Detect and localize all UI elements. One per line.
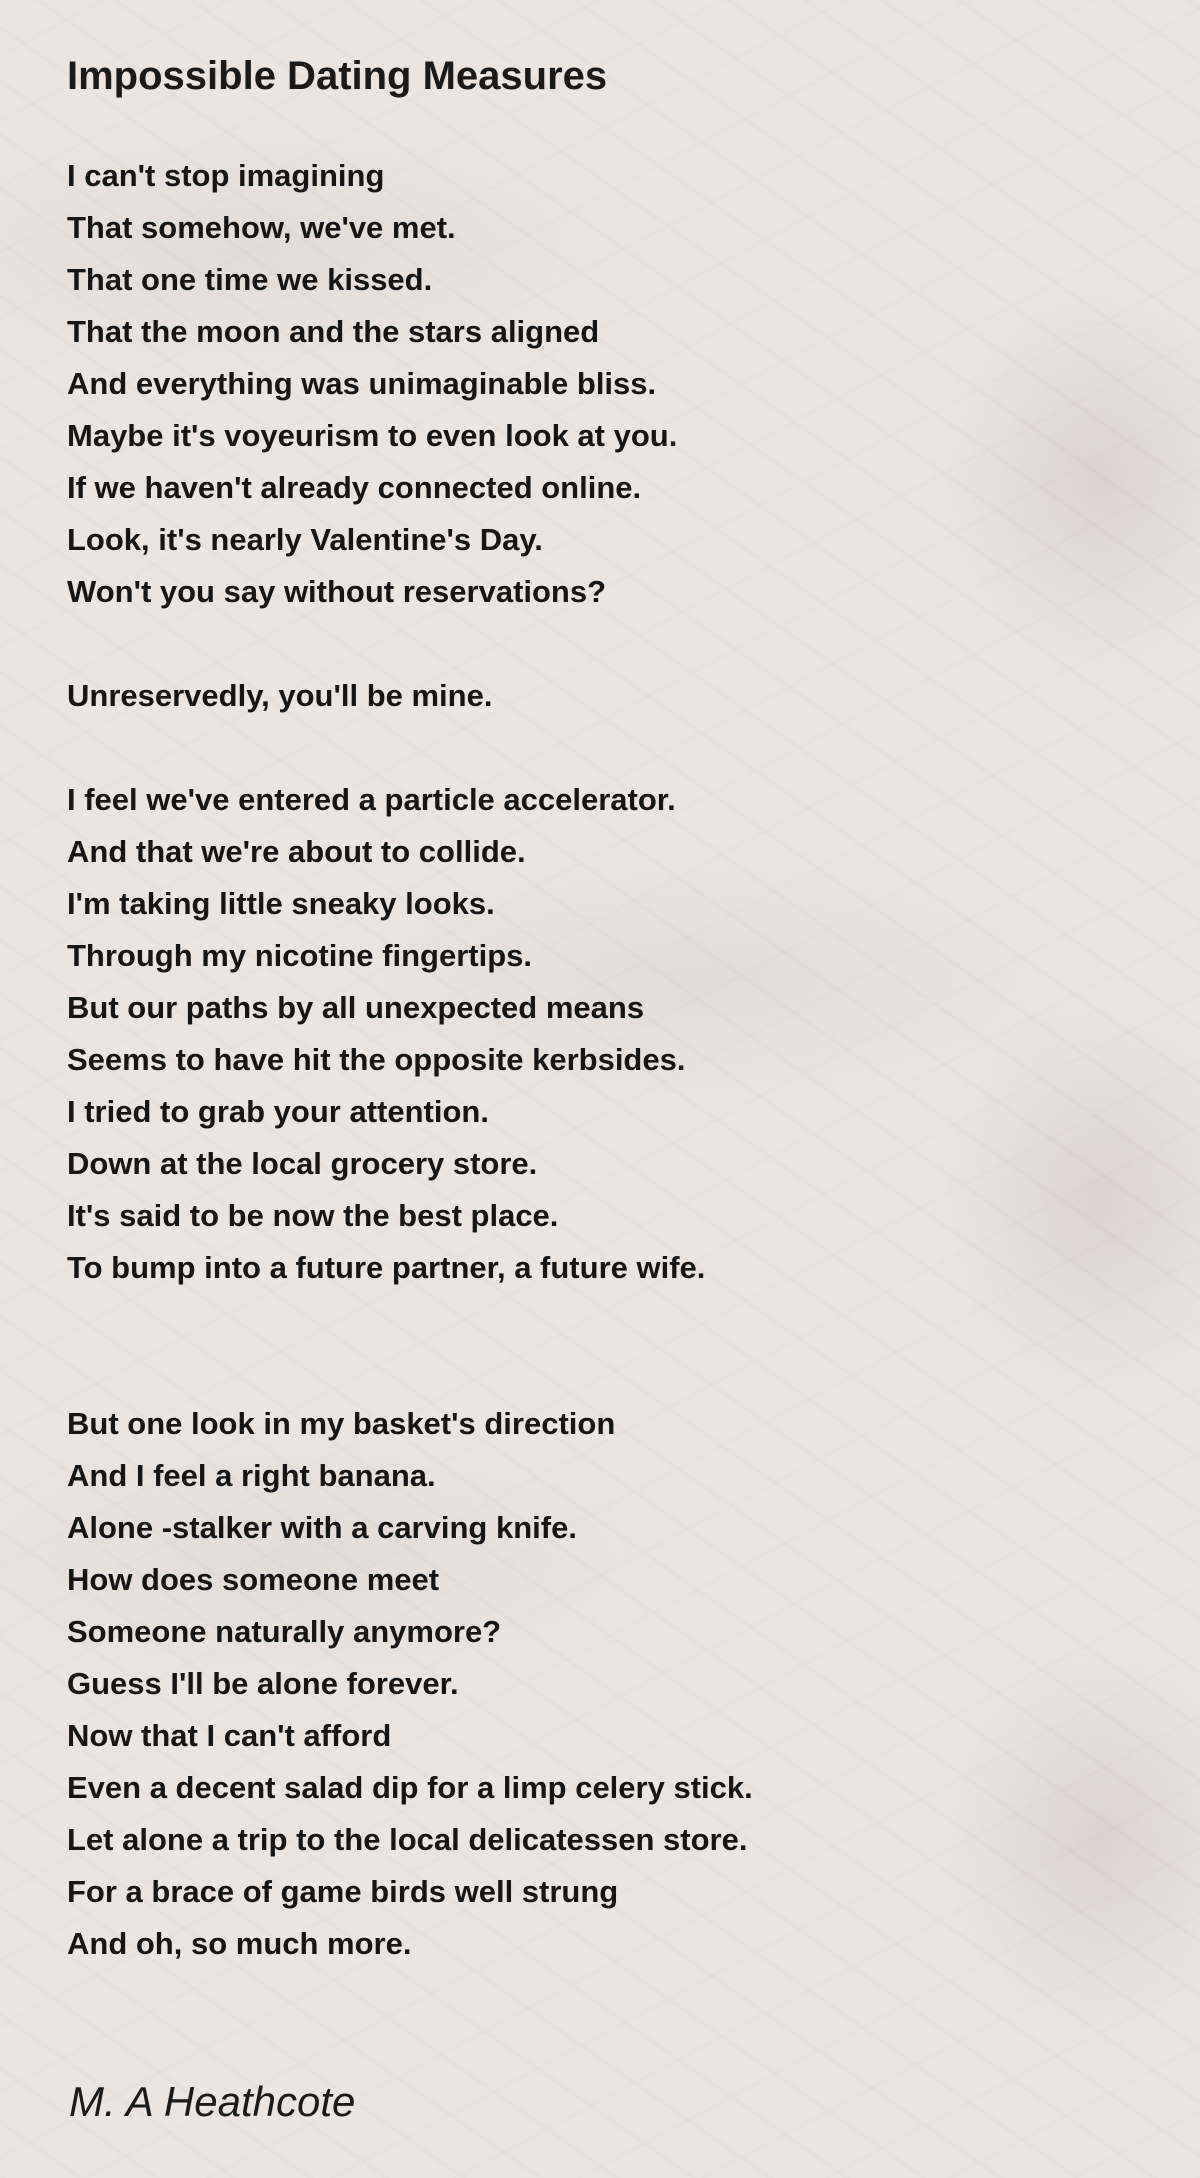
poem-line: If we haven't already connected online.: [67, 470, 642, 505]
poem-line: I can't stop imagining: [67, 158, 385, 193]
poem-line: That somehow, we've met.: [67, 210, 456, 245]
poem-line: Unreservedly, you'll be mine.: [67, 678, 493, 713]
stanza-3: [67, 774, 1127, 1294]
poem-line: I feel we've entered a particle accelerator.: [67, 782, 676, 817]
poem-line: That one time we kissed.: [67, 262, 433, 297]
poem-line: But one look in my basket's direction: [67, 1406, 616, 1441]
poem-line: Maybe it's voyeurism to even look at you.: [67, 418, 678, 453]
poem-line: I tried to grab your attention.: [67, 1094, 489, 1129]
poem-line: I'm taking little sneaky looks.: [67, 886, 495, 921]
poem-line: Won't you say without reservations?: [67, 574, 607, 609]
poem-line: To bump into a future partner, a future wife.: [67, 1250, 706, 1285]
poem-line: Look, it's nearly Valentine's Day.: [67, 522, 543, 557]
poem-line: And I feel a right banana.: [67, 1458, 436, 1493]
poem-line: And oh, so much more.: [67, 1926, 412, 1961]
stanza-2: [67, 670, 1127, 722]
poem-line: It's said to be now the best place.: [67, 1198, 559, 1233]
poem-line: Someone naturally anymore?: [67, 1614, 502, 1649]
poem-line: And that we're about to collide.: [67, 834, 526, 869]
poem-line: That the moon and the stars aligned: [67, 314, 600, 349]
poem-line: Down at the local grocery store.: [67, 1146, 538, 1181]
poem-line: And everything was unimaginable bliss.: [67, 366, 657, 401]
poem-title: Impossible Dating Measures: [67, 54, 608, 98]
poem-line: Alone -stalker with a carving knife.: [67, 1510, 577, 1545]
stanza-1: [67, 150, 1127, 618]
poem-line: Guess I'll be alone forever.: [67, 1666, 459, 1701]
poem-line: For a brace of game birds well strung: [67, 1874, 619, 1909]
poem-line: Let alone a trip to the local delicatessen store.: [67, 1822, 748, 1857]
poem-line: Through my nicotine fingertips.: [67, 938, 532, 973]
poem-line: Even a decent salad dip for a limp celery stick.: [67, 1770, 753, 1805]
poem-line: Now that I can't afford: [67, 1718, 392, 1753]
stanza-4: [67, 1398, 1127, 1970]
poem-line: But our paths by all unexpected means: [67, 990, 645, 1025]
poem-line: Seems to have hit the opposite kerbsides.: [67, 1042, 686, 1077]
poem-body: [67, 150, 1127, 2022]
poem-author: M. A Heathcote: [69, 2078, 356, 2125]
poem-line: How does someone meet: [67, 1562, 440, 1597]
